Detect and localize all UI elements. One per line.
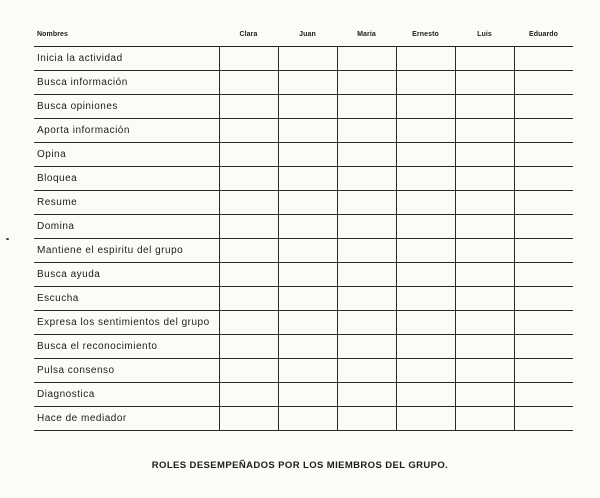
member-header-ernesto: Ernesto	[396, 22, 455, 47]
table-caption: ROLES DESEMPEÑADOS POR LOS MIEMBROS DEL GRUPO.	[151, 460, 449, 471]
rating-cell[interactable]	[514, 287, 573, 311]
rating-cell[interactable]	[337, 71, 396, 95]
role-label: Inicia la actividad	[34, 47, 219, 71]
rating-cell[interactable]	[514, 95, 573, 119]
rating-cell[interactable]	[396, 119, 455, 143]
role-label: Mantiene el espiritu del grupo	[34, 239, 219, 263]
rating-cell[interactable]	[455, 287, 514, 311]
role-label: Pulsa consenso	[34, 359, 219, 383]
rating-cell[interactable]	[278, 71, 337, 95]
rating-cell[interactable]	[219, 47, 278, 71]
rating-cell[interactable]	[514, 239, 573, 263]
rating-cell[interactable]	[514, 263, 573, 287]
rating-cell[interactable]	[514, 191, 573, 215]
rating-cell[interactable]	[396, 335, 455, 359]
rating-cell[interactable]	[219, 407, 278, 431]
rating-cell[interactable]	[337, 359, 396, 383]
rating-cell[interactable]	[278, 119, 337, 143]
rating-cell[interactable]	[514, 407, 573, 431]
rating-cell[interactable]	[514, 383, 573, 407]
rating-cell[interactable]	[455, 191, 514, 215]
rating-cell[interactable]	[219, 311, 278, 335]
rating-cell[interactable]	[337, 383, 396, 407]
rating-cell[interactable]	[514, 167, 573, 191]
rating-cell[interactable]	[514, 311, 573, 335]
rating-cell[interactable]	[455, 47, 514, 71]
rating-cell[interactable]	[455, 95, 514, 119]
rating-cell[interactable]	[396, 383, 455, 407]
table-row	[34, 215, 573, 239]
role-label: Domina	[34, 215, 219, 239]
rating-cell[interactable]	[514, 47, 573, 71]
roles-table	[34, 22, 573, 431]
rating-cell[interactable]	[455, 167, 514, 191]
rating-cell[interactable]	[337, 287, 396, 311]
role-label: Expresa los sentimientos del grupo	[34, 311, 219, 335]
rating-cell[interactable]	[219, 287, 278, 311]
rating-cell[interactable]	[219, 383, 278, 407]
role-label: Diagnostica	[34, 383, 219, 407]
rating-cell[interactable]	[455, 335, 514, 359]
table-row	[34, 335, 573, 359]
rating-cell[interactable]	[455, 383, 514, 407]
rating-cell[interactable]	[514, 215, 573, 239]
table-row	[34, 359, 573, 383]
member-header-juan: Juan	[278, 22, 337, 47]
rating-cell[interactable]	[219, 335, 278, 359]
rating-cell[interactable]	[396, 311, 455, 335]
rating-cell[interactable]	[455, 407, 514, 431]
rating-cell[interactable]	[455, 143, 514, 167]
member-header-clara: Clara	[219, 22, 278, 47]
table-row	[34, 191, 573, 215]
table-row	[34, 287, 573, 311]
names-header: Nombres	[34, 22, 219, 47]
rating-cell[interactable]	[337, 191, 396, 215]
rating-cell[interactable]	[337, 263, 396, 287]
rating-cell[interactable]	[455, 359, 514, 383]
member-header-luis: Luis	[455, 22, 514, 47]
table-row	[34, 383, 573, 407]
rating-cell[interactable]	[278, 287, 337, 311]
rating-cell[interactable]	[337, 239, 396, 263]
role-rows	[34, 47, 573, 431]
rating-cell[interactable]	[278, 239, 337, 263]
rating-cell[interactable]	[337, 143, 396, 167]
rating-cell[interactable]	[396, 359, 455, 383]
rating-cell[interactable]	[278, 383, 337, 407]
role-label: Busca ayuda	[34, 263, 219, 287]
table-row	[34, 239, 573, 263]
member-header-eduardo: Eduardo	[514, 22, 573, 47]
table-row	[34, 263, 573, 287]
rating-cell[interactable]	[278, 311, 337, 335]
rating-cell[interactable]	[278, 167, 337, 191]
rating-cell[interactable]	[219, 167, 278, 191]
rating-cell[interactable]	[219, 143, 278, 167]
rating-cell[interactable]	[219, 191, 278, 215]
role-label: Resume	[34, 191, 219, 215]
rating-cell[interactable]	[278, 359, 337, 383]
table-row	[34, 47, 573, 71]
rating-cell[interactable]	[219, 263, 278, 287]
role-label: Busca opiniones	[34, 95, 219, 119]
rating-cell[interactable]	[278, 95, 337, 119]
rating-cell[interactable]	[396, 407, 455, 431]
rating-cell[interactable]	[337, 167, 396, 191]
rating-cell[interactable]	[278, 47, 337, 71]
rating-cell[interactable]	[219, 215, 278, 239]
rating-cell[interactable]	[219, 95, 278, 119]
rating-cell[interactable]	[396, 95, 455, 119]
member-header-maria: Maria	[337, 22, 396, 47]
table-row	[34, 311, 573, 335]
rating-cell[interactable]	[219, 239, 278, 263]
role-label: Busca el reconocimiento	[34, 335, 219, 359]
rating-cell[interactable]	[337, 407, 396, 431]
rating-cell[interactable]	[219, 119, 278, 143]
rating-cell[interactable]	[337, 215, 396, 239]
rating-cell[interactable]	[337, 311, 396, 335]
table-row	[34, 119, 573, 143]
rating-cell[interactable]	[278, 215, 337, 239]
rating-cell[interactable]	[396, 215, 455, 239]
rating-cell[interactable]	[337, 119, 396, 143]
role-label: Opina	[34, 143, 219, 167]
role-label: Bloquea	[34, 167, 219, 191]
scan-speck	[6, 238, 9, 240]
rating-cell[interactable]	[455, 71, 514, 95]
role-label: Hace de mediador	[34, 407, 219, 431]
rating-cell[interactable]	[278, 335, 337, 359]
rating-cell[interactable]	[455, 119, 514, 143]
rating-cell[interactable]	[514, 335, 573, 359]
rating-cell[interactable]	[455, 311, 514, 335]
rating-cell[interactable]	[278, 191, 337, 215]
rating-cell[interactable]	[278, 407, 337, 431]
rating-cell[interactable]	[455, 263, 514, 287]
rating-cell[interactable]	[514, 143, 573, 167]
rating-cell[interactable]	[396, 239, 455, 263]
rating-cell[interactable]	[219, 359, 278, 383]
rating-cell[interactable]	[337, 335, 396, 359]
role-label: Busca información	[34, 71, 219, 95]
table-row	[34, 407, 573, 431]
rating-cell[interactable]	[455, 239, 514, 263]
rating-cell[interactable]	[337, 47, 396, 71]
table-row	[34, 143, 573, 167]
table-row	[34, 95, 573, 119]
rating-cell[interactable]	[337, 95, 396, 119]
role-label: Aporta información	[34, 119, 219, 143]
rating-cell[interactable]	[455, 215, 514, 239]
rating-cell[interactable]	[219, 71, 278, 95]
header-row	[34, 22, 573, 47]
role-label: Escucha	[34, 287, 219, 311]
rating-cell[interactable]	[396, 47, 455, 71]
rating-cell[interactable]	[396, 263, 455, 287]
rating-cell[interactable]	[514, 71, 573, 95]
rating-cell[interactable]	[396, 287, 455, 311]
rating-cell[interactable]	[396, 71, 455, 95]
rating-cell[interactable]	[396, 191, 455, 215]
rating-cell[interactable]	[396, 143, 455, 167]
rating-cell[interactable]	[278, 263, 337, 287]
table-row	[34, 71, 573, 95]
rating-cell[interactable]	[514, 359, 573, 383]
rating-cell[interactable]	[514, 119, 573, 143]
rating-cell[interactable]	[396, 167, 455, 191]
rating-cell[interactable]	[278, 143, 337, 167]
table-row	[34, 167, 573, 191]
